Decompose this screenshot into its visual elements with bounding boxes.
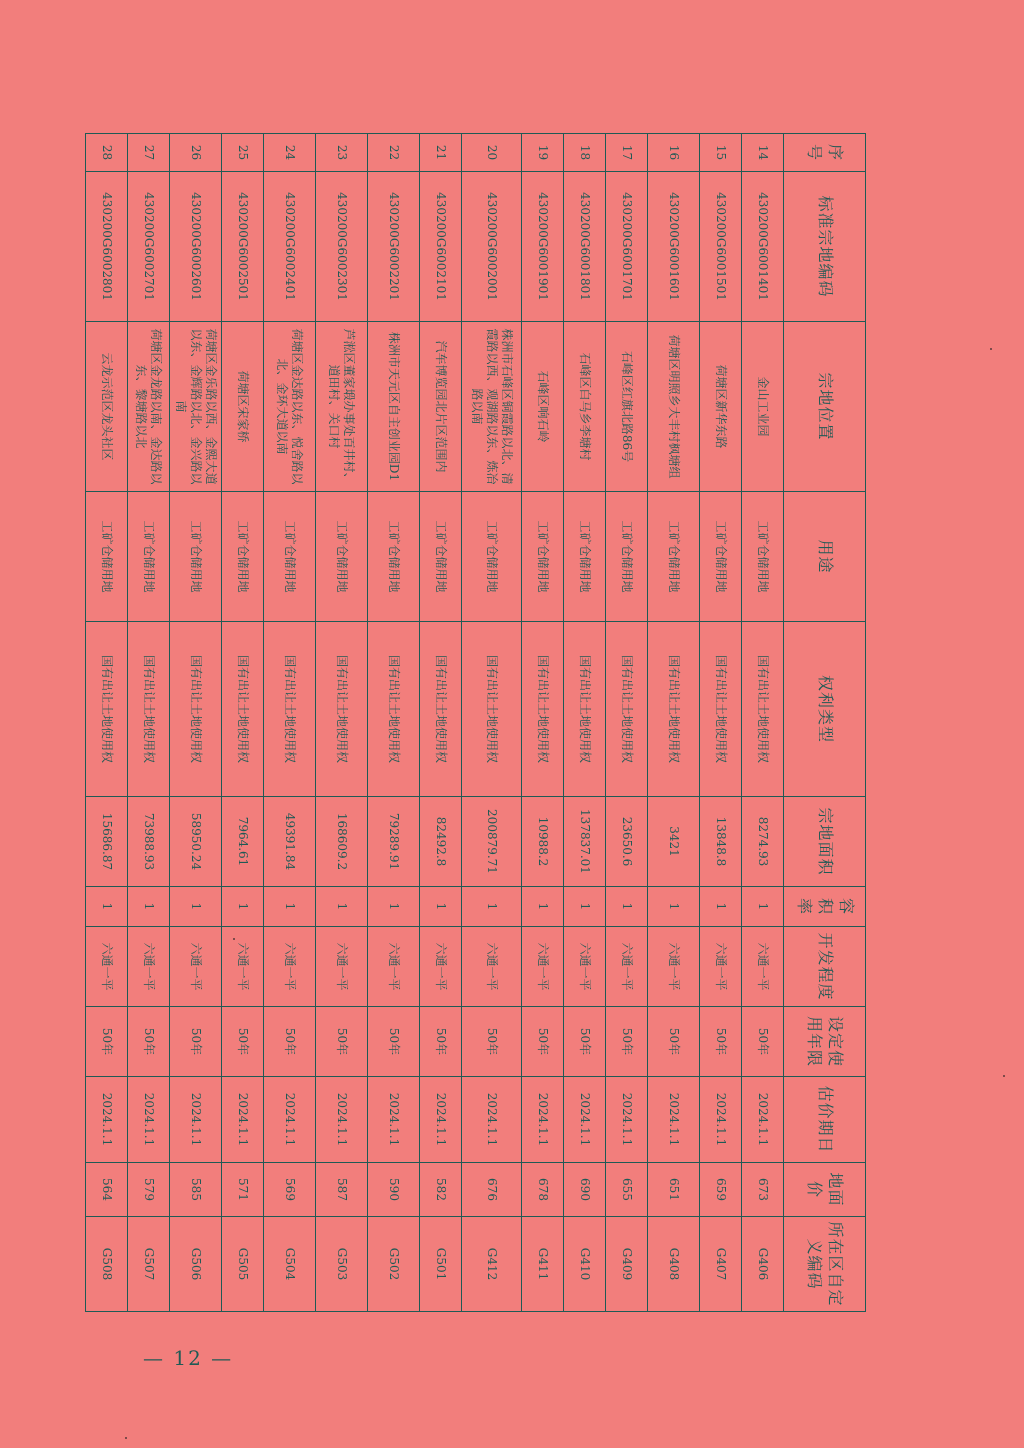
land-price-table — [85, 133, 866, 1312]
cell-zone: G408 — [648, 1217, 700, 1312]
cell-location: 汽车博览园北片区范围内 — [420, 322, 462, 492]
cell-area: 49391.84 — [264, 797, 316, 887]
speck — [990, 348, 992, 350]
header-area: 宗地面积 — [784, 797, 866, 887]
cell-years: 50年 — [264, 1007, 316, 1077]
cell-use: 工矿仓储用地 — [606, 492, 648, 622]
cell-code: 430200G6001901 — [522, 172, 564, 322]
cell-date: 2024.1.1 — [86, 1077, 128, 1163]
cell-right-type: 国有出让土地使用权 — [316, 622, 368, 797]
cell-years: 50年 — [368, 1007, 420, 1077]
cell-seq: 21 — [420, 134, 462, 172]
cell-dev: 六通一平 — [742, 927, 784, 1007]
cell-location: 芦淞区董家塅办事处百井村、道田村、关口村 — [316, 322, 368, 492]
cell-code: 430200G6002601 — [170, 172, 222, 322]
cell-use: 工矿仓储用地 — [648, 492, 700, 622]
cell-seq: 18 — [564, 134, 606, 172]
cell-date: 2024.1.1 — [368, 1077, 420, 1163]
cell-right-type: 国有出让土地使用权 — [462, 622, 522, 797]
cell-date: 2024.1.1 — [700, 1077, 742, 1163]
cell-years: 50年 — [86, 1007, 128, 1077]
cell-right-type: 国有出让土地使用权 — [522, 622, 564, 797]
cell-seq: 27 — [128, 134, 170, 172]
cell-right-type: 国有出让土地使用权 — [170, 622, 222, 797]
cell-use: 工矿仓储用地 — [222, 492, 264, 622]
cell-date: 2024.1.1 — [606, 1077, 648, 1163]
cell-location: 石峰区白马乡李塘村 — [564, 322, 606, 492]
cell-far: 1 — [222, 887, 264, 927]
cell-location: 石峰区响石岭 — [522, 322, 564, 492]
cell-location: 荷塘区明照乡大丰村枫塘组 — [648, 322, 700, 492]
cell-date: 2024.1.1 — [522, 1077, 564, 1163]
cell-zone: G406 — [742, 1217, 784, 1312]
cell-right-type: 国有出让土地使用权 — [420, 622, 462, 797]
cell-seq: 26 — [170, 134, 222, 172]
cell-far: 1 — [606, 887, 648, 927]
cell-location: 株洲市石峰区铜霞路以北、清霞路以西、观湖路以东、炼冶路以南 — [462, 322, 522, 492]
cell-right-type: 国有出让土地使用权 — [264, 622, 316, 797]
cell-price: 590 — [368, 1163, 420, 1217]
cell-dev: 六通一平 — [316, 927, 368, 1007]
cell-price: 582 — [420, 1163, 462, 1217]
cell-right-type: 国有出让土地使用权 — [648, 622, 700, 797]
cell-dev: 六通一平 — [86, 927, 128, 1007]
cell-zone: G502 — [368, 1217, 420, 1312]
cell-price: 564 — [86, 1163, 128, 1217]
cell-years: 50年 — [222, 1007, 264, 1077]
cell-far: 1 — [316, 887, 368, 927]
table-row — [86, 134, 128, 1312]
cell-code: 430200G6002401 — [264, 172, 316, 322]
cell-location: 荷塘区宋家桥 — [222, 322, 264, 492]
cell-price: 659 — [700, 1163, 742, 1217]
table-row — [420, 134, 462, 1312]
cell-zone: G503 — [316, 1217, 368, 1312]
table-rotation-frame — [100, 133, 866, 1311]
cell-dev: 六通一平 — [700, 927, 742, 1007]
cell-dev: 六通一平 — [264, 927, 316, 1007]
table-row — [316, 134, 368, 1312]
cell-right-type: 国有出让土地使用权 — [128, 622, 170, 797]
cell-zone: G505 — [222, 1217, 264, 1312]
cell-price: 569 — [264, 1163, 316, 1217]
table-row — [564, 134, 606, 1312]
cell-far: 1 — [564, 887, 606, 927]
cell-seq: 22 — [368, 134, 420, 172]
cell-price: 579 — [128, 1163, 170, 1217]
cell-seq: 23 — [316, 134, 368, 172]
header-right-type: 权利类型 — [784, 622, 866, 797]
cell-right-type: 国有出让土地使用权 — [368, 622, 420, 797]
cell-dev: 六通一平 — [648, 927, 700, 1007]
cell-use: 工矿仓储用地 — [264, 492, 316, 622]
cell-use: 工矿仓储用地 — [564, 492, 606, 622]
table-row — [170, 134, 222, 1312]
cell-area: 200879.71 — [462, 797, 522, 887]
cell-years: 50年 — [648, 1007, 700, 1077]
cell-dev: 六通一平 — [222, 927, 264, 1007]
cell-use: 工矿仓储用地 — [316, 492, 368, 622]
cell-price: 651 — [648, 1163, 700, 1217]
cell-date: 2024.1.1 — [128, 1077, 170, 1163]
cell-date: 2024.1.1 — [316, 1077, 368, 1163]
speck — [125, 1437, 127, 1439]
cell-seq: 20 — [462, 134, 522, 172]
cell-code: 430200G6001701 — [606, 172, 648, 322]
cell-far: 1 — [742, 887, 784, 927]
cell-far: 1 — [170, 887, 222, 927]
cell-zone: G412 — [462, 1217, 522, 1312]
cell-right-type: 国有出让土地使用权 — [564, 622, 606, 797]
cell-code: 430200G6002801 — [86, 172, 128, 322]
cell-location: 荷塘区金乐路以西、金熙大道以东、金辉路以北、金兴路以南 — [170, 322, 222, 492]
cell-price: 678 — [522, 1163, 564, 1217]
header-date: 估价期日 — [784, 1077, 866, 1163]
cell-date: 2024.1.1 — [222, 1077, 264, 1163]
cell-use: 工矿仓储用地 — [522, 492, 564, 622]
table-header — [784, 134, 866, 1312]
cell-area: 10988.2 — [522, 797, 564, 887]
cell-right-type: 国有出让土地使用权 — [86, 622, 128, 797]
cell-years: 50年 — [564, 1007, 606, 1077]
cell-dev: 六通一平 — [368, 927, 420, 1007]
cell-far: 1 — [648, 887, 700, 927]
cell-years: 50年 — [420, 1007, 462, 1077]
table-row — [462, 134, 522, 1312]
cell-far: 1 — [128, 887, 170, 927]
table-row — [222, 134, 264, 1312]
cell-right-type: 国有出让土地使用权 — [700, 622, 742, 797]
cell-use: 工矿仓储用地 — [420, 492, 462, 622]
cell-zone: G504 — [264, 1217, 316, 1312]
cell-zone: G410 — [564, 1217, 606, 1312]
cell-area: 3421 — [648, 797, 700, 887]
table-row — [648, 134, 700, 1312]
cell-far: 1 — [462, 887, 522, 927]
cell-zone: G508 — [86, 1217, 128, 1312]
cell-seq: 14 — [742, 134, 784, 172]
cell-seq: 19 — [522, 134, 564, 172]
header-dev: 开发程度 — [784, 927, 866, 1007]
header-seq: 序号 — [784, 134, 866, 172]
cell-price: 655 — [606, 1163, 648, 1217]
cell-price: 676 — [462, 1163, 522, 1217]
header-location: 宗地位置 — [784, 322, 866, 492]
cell-area: 8274.93 — [742, 797, 784, 887]
cell-dev: 六通一平 — [170, 927, 222, 1007]
cell-zone: G409 — [606, 1217, 648, 1312]
cell-far: 1 — [264, 887, 316, 927]
cell-area: 15686.87 — [86, 797, 128, 887]
cell-location: 云龙示范区龙头社区 — [86, 322, 128, 492]
cell-date: 2024.1.1 — [264, 1077, 316, 1163]
rotated-table-sheet — [100, 133, 866, 1311]
header-code: 标准宗地编码 — [784, 172, 866, 322]
cell-price: 585 — [170, 1163, 222, 1217]
cell-years: 50年 — [606, 1007, 648, 1077]
cell-far: 1 — [86, 887, 128, 927]
cell-right-type: 国有出让土地使用权 — [742, 622, 784, 797]
cell-area: 73988.93 — [128, 797, 170, 887]
cell-dev: 六通一平 — [522, 927, 564, 1007]
cell-area: 23650.6 — [606, 797, 648, 887]
page-number: — 12 — — [143, 1346, 234, 1370]
table-row — [128, 134, 170, 1312]
cell-area: 58950.24 — [170, 797, 222, 887]
table-row — [742, 134, 784, 1312]
table-body — [86, 134, 784, 1312]
cell-date: 2024.1.1 — [648, 1077, 700, 1163]
cell-location: 荷塘区金达路以东、悦舍路以北、金环大道以南 — [264, 322, 316, 492]
cell-dev: 六通一平 — [606, 927, 648, 1007]
cell-dev: 六通一平 — [128, 927, 170, 1007]
cell-seq: 16 — [648, 134, 700, 172]
table-row — [264, 134, 316, 1312]
cell-price: 587 — [316, 1163, 368, 1217]
cell-years: 50年 — [700, 1007, 742, 1077]
cell-use: 工矿仓储用地 — [462, 492, 522, 622]
cell-use: 工矿仓储用地 — [700, 492, 742, 622]
cell-seq: 17 — [606, 134, 648, 172]
cell-far: 1 — [700, 887, 742, 927]
cell-years: 50年 — [522, 1007, 564, 1077]
cell-code: 430200G6001501 — [700, 172, 742, 322]
cell-location: 荷塘区金龙路以南、金达路以东、黎塘路以北 — [128, 322, 170, 492]
cell-code: 430200G6002001 — [462, 172, 522, 322]
table-row — [606, 134, 648, 1312]
header-far: 容积率 — [784, 887, 866, 927]
cell-seq: 28 — [86, 134, 128, 172]
cell-years: 50年 — [128, 1007, 170, 1077]
cell-code: 430200G6002701 — [128, 172, 170, 322]
cell-price: 690 — [564, 1163, 606, 1217]
cell-seq: 15 — [700, 134, 742, 172]
cell-zone: G506 — [170, 1217, 222, 1312]
cell-zone: G507 — [128, 1217, 170, 1312]
table-row — [700, 134, 742, 1312]
cell-far: 1 — [420, 887, 462, 927]
cell-location: 石峰区红旗北路86号 — [606, 322, 648, 492]
cell-code: 430200G6001401 — [742, 172, 784, 322]
speck — [233, 938, 235, 940]
cell-area: 7964.61 — [222, 797, 264, 887]
speck — [1003, 1075, 1005, 1077]
table-row — [522, 134, 564, 1312]
cell-far: 1 — [368, 887, 420, 927]
cell-date: 2024.1.1 — [462, 1077, 522, 1163]
cell-code: 430200G6001801 — [564, 172, 606, 322]
cell-dev: 六通一平 — [462, 927, 522, 1007]
cell-right-type: 国有出让土地使用权 — [606, 622, 648, 797]
header-years: 设定使用年限 — [784, 1007, 866, 1077]
cell-years: 50年 — [742, 1007, 784, 1077]
cell-location: 荷塘区新华东路 — [700, 322, 742, 492]
cell-date: 2024.1.1 — [564, 1077, 606, 1163]
cell-price: 571 — [222, 1163, 264, 1217]
header-price: 地面价 — [784, 1163, 866, 1217]
cell-code: 430200G6002201 — [368, 172, 420, 322]
header-zone: 所在区自定义编码 — [784, 1217, 866, 1312]
cell-years: 50年 — [316, 1007, 368, 1077]
cell-code: 430200G6002501 — [222, 172, 264, 322]
cell-years: 50年 — [170, 1007, 222, 1077]
cell-code: 430200G6002101 — [420, 172, 462, 322]
cell-date: 2024.1.1 — [420, 1077, 462, 1163]
cell-zone: G407 — [700, 1217, 742, 1312]
table-row — [368, 134, 420, 1312]
cell-use: 工矿仓储用地 — [86, 492, 128, 622]
cell-dev: 六通一平 — [564, 927, 606, 1007]
cell-right-type: 国有出让土地使用权 — [222, 622, 264, 797]
cell-zone: G501 — [420, 1217, 462, 1312]
cell-use: 工矿仓储用地 — [170, 492, 222, 622]
cell-location: 株洲市天元区自主创业园D1 — [368, 322, 420, 492]
cell-code: 430200G6002301 — [316, 172, 368, 322]
header-use: 用途 — [784, 492, 866, 622]
cell-far: 1 — [522, 887, 564, 927]
cell-area: 82492.8 — [420, 797, 462, 887]
cell-years: 50年 — [462, 1007, 522, 1077]
cell-area: 137837.01 — [564, 797, 606, 887]
cell-date: 2024.1.1 — [170, 1077, 222, 1163]
cell-use: 工矿仓储用地 — [742, 492, 784, 622]
cell-zone: G411 — [522, 1217, 564, 1312]
cell-date: 2024.1.1 — [742, 1077, 784, 1163]
cell-area: 79289.91 — [368, 797, 420, 887]
cell-price: 673 — [742, 1163, 784, 1217]
cell-use: 工矿仓储用地 — [368, 492, 420, 622]
cell-location: 金山工业园 — [742, 322, 784, 492]
cell-seq: 25 — [222, 134, 264, 172]
cell-area: 13848.8 — [700, 797, 742, 887]
cell-dev: 六通一平 — [420, 927, 462, 1007]
cell-use: 工矿仓储用地 — [128, 492, 170, 622]
cell-area: 168609.2 — [316, 797, 368, 887]
cell-seq: 24 — [264, 134, 316, 172]
cell-code: 430200G6001601 — [648, 172, 700, 322]
